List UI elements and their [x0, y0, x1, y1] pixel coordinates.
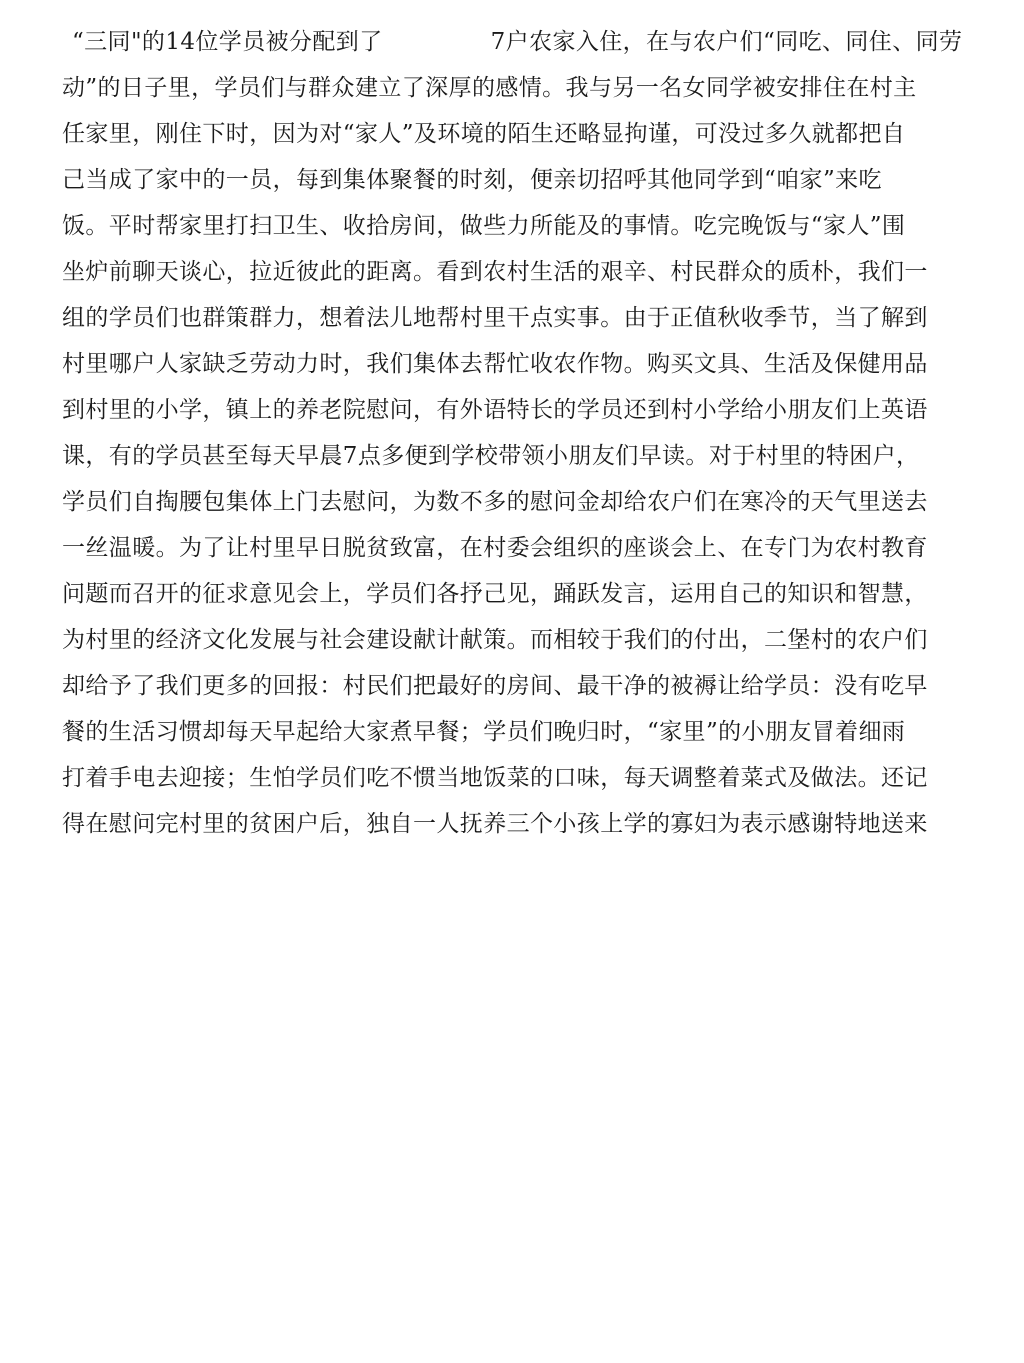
text-line-14: 为村里的经济文化发展与社会建设献计献策。而相较于我们的付出，二堡村的农户们	[62, 627, 928, 653]
text-line-1	[72, 22, 962, 62]
text-line-10: 课，有的学员甚至每天早晨7点多便到学校带领小朋友们早读。对于村里的特困户，	[62, 443, 920, 469]
text-line-15: 却给予了我们更多的回报：村民们把最好的房间、最干净的被褥让给学员：没有吃早	[62, 673, 928, 699]
text-line-13: 问题而召开的征求意见会上，学员们各抒己见，踊跃发言，运用自己的知识和智慧，	[62, 581, 928, 607]
text-line-18: 得在慰问完村里的贫困户后，独自一人抚养三个小孩上学的寡妇为表示感谢特地送来	[62, 811, 928, 837]
text-line-3: 任家里，刚住下时，因为对“家人”及环境的陌生还略显拘谨，可没过多久就都把自	[62, 121, 906, 147]
text-line-1b: 7户农家入住，在与农户们“同吃、同住、同劳	[490, 29, 963, 55]
text-line-6: 坐炉前聊天谈心，拉近彼此的距离。看到农村生活的艰辛、村民群众的质朴，我们一	[62, 259, 928, 285]
text-line-1a: “三同"的14位学员被分配到了	[72, 29, 383, 55]
text-line-9: 到村里的小学，镇上的养老院慰问，有外语特长的学员还到村小学给小朋友们上英语	[62, 397, 928, 423]
text-line-12: 一丝温暖。为了让村里早日脱贫致富，在村委会组织的座谈会上、在专门为农村教育	[62, 535, 928, 561]
text-line-11: 学员们自掏腰包集体上门去慰问，为数不多的慰问金却给农户们在寒冷的天气里送去	[62, 489, 928, 515]
text-line-16: 餐的生活习惯却每天早起给大家煮早餐；学员们晚归时，“家里”的小朋友冒着细雨	[62, 719, 906, 745]
text-line-8: 村里哪户人家缺乏劳动力时，我们集体去帮忙收农作物。购买文具、生活及保健用品	[62, 351, 928, 377]
text-line-4: 己当成了家中的一员，每到集体聚餐的时刻，便亲切招呼其他同学到“咱家”来吃	[62, 167, 882, 193]
text-line-7: 组的学员们也群策群力，想着法儿地帮村里干点实事。由于正值秋收季节，当了解到	[62, 305, 928, 331]
text-line-5: 饭。平时帮家里打扫卫生、收拾房间，做些力所能及的事情。吃完晚饭与“家人”围	[62, 213, 906, 239]
text-line-17: 打着手电去迎接；生怕学员们吃不惯当地饭菜的口味，每天调整着菜式及做法。还记	[62, 765, 928, 791]
text-line-2: 动”的日子里，学员们与群众建立了深厚的感情。我与另一名女同学被安排住在村主	[62, 75, 917, 101]
